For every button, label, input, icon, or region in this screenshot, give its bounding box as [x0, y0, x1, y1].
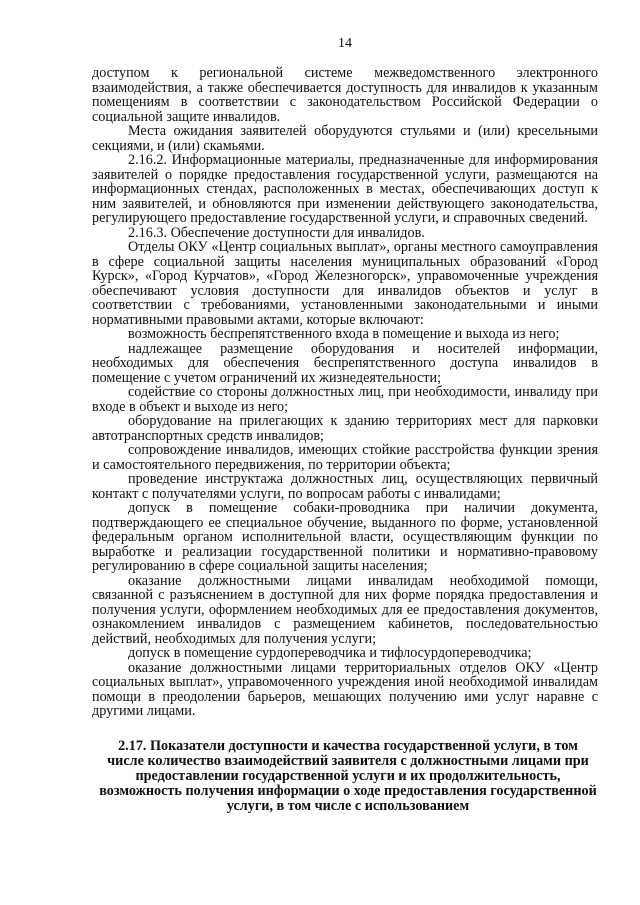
paragraph: возможность беспрепятственного входа в помещение и выхода из него; [128, 326, 560, 342]
paragraph: сопровождение инвалидов, имеющих стойкие расстройства функции зрения и самостоятельного передвижения, по территории объекта; [92, 442, 598, 473]
paragraph: оказание должностными лицами территориальных отделов ОКУ «Центр социальных выплат», управомоченного учреждения иной необходимой инвалидам помощи в преодолении барьеров, мешающих получению ими услуг наравне с другими лицами. [92, 659, 598, 719]
paragraph: содействие со стороны должностных лиц, при необходимости, инвалиду при входе в объект и выходе из него; [92, 384, 598, 415]
paragraph: 2.16.3. Обеспечение доступности для инвалидов. [128, 224, 425, 241]
paragraph: оказание должностными лицами инвалидам необходимой помощи, связанной с разъяснением в доступной для них форме порядка предоставления и получения услуги, оформлением необходимых для ее предоставления документов, ознакомлением инвалидов с размещением кабинетов, последовательностью действий, необходимых для получения услуги; [92, 572, 598, 647]
body-text [92, 66, 598, 719]
paragraph: проведение инструктажа должностных лиц, осуществляющих первичный контакт с получателями услуги, по вопросам работы с инвалидами; [92, 471, 598, 502]
section-heading: 2.17. Показатели доступности и качества государственной услуги, в том числе количество взаимодействий заявителя с должностными лицами при предоставлении государственной услуги и их продолжительность, возможность получения информации о ходе предоставления государственной услуги, в том числе с использованием [99, 737, 597, 814]
paragraph: оборудование на прилегающих к зданию территориях мест для парковки автотранспортных средств инвалидов; [92, 413, 598, 444]
page-number: 14 [338, 36, 352, 51]
paragraph: допуск в помещение собаки-проводника при наличии документа, подтверждающего ее специальное обучение, выданного по форме, установленной федеральным органом исполнительной власти, осуществляющим функции по выработке и реализации государственной политики и нормативно-правовому регулированию в сфере социальной защиты населения; [92, 500, 598, 574]
paragraph: Отделы ОКУ «Центр социальных выплат», органы местного самоуправления в сфере социальной защиты населения муниципальных образований «Город Курск», «Город Курчатов», «Город Железногорск», управомоченные учреждения обеспечивают условия доступности для инвалидов объектов и услуг в соответствии с требованиями, установленными законодательными и иными нормативными правовыми актами, которые включают: [92, 239, 598, 328]
paragraph: допуск в помещение сурдопереводчика и тифлосурдопереводчика; [128, 645, 532, 661]
paragraph: надлежащее размещение оборудования и носителей информации, необходимых для обеспечения беспрепятственного доступа инвалидов в помещение с учетом ограничений их жизнедеятельности; [92, 340, 598, 386]
paragraph: 2.16.2. Информационные материалы, предназначенные для информирования заявителей о порядке предоставления государственной услуги, размещаются на информационных стендах, расположенных в местах, обеспечивающих доступ к ним заявителей, и обновляются при изменении действующего законодательства, регулирующего предоставление государственной услуги, и справочных сведений. [92, 152, 598, 226]
paragraph: доступом к региональной системе межведомственного электронного взаимодействия, а также обеспечивается доступность для инвалидов к указанным помещениям в соответствии с законодательством Российской Федерации о социальной защите инвалидов. [92, 65, 598, 125]
paragraph: Места ожидания заявителей оборудуются стульями и (или) кресельными секциями, и (или) скамьями. [92, 123, 598, 154]
